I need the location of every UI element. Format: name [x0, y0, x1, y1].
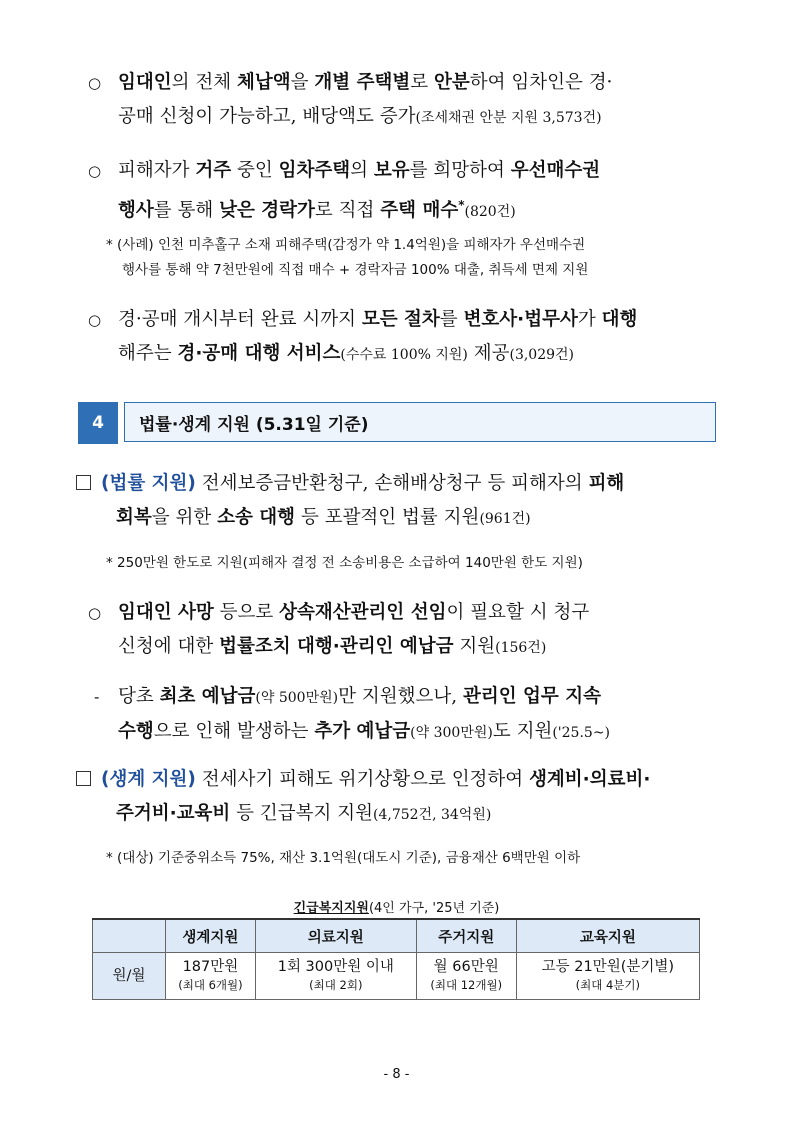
table-cell-sub: (최대 12개월): [430, 978, 503, 992]
emphasis-text: 낮은 경락가: [219, 200, 315, 222]
emphasis-text: *: [458, 198, 465, 212]
table-header-cell: 교육지원: [516, 919, 699, 953]
table-cell: [255, 953, 416, 1000]
count-note: (4,752건, 34억원): [373, 807, 492, 823]
emphasis-text: 소송 대행: [217, 507, 296, 528]
count-note: (3,029건): [509, 347, 575, 363]
text-run: 경·공매 개시부터 완료 시까지: [118, 309, 362, 330]
emphasis-text: 관리인 업무 지속: [462, 686, 601, 707]
text-run: 의 전체: [171, 72, 237, 93]
footnote-line: * 250만원 한도로 지원(피해자 결정 전 소송비용은 소급하여 140만원 한도 지원): [106, 555, 583, 571]
text-run: 등 긴급복지 지원: [230, 803, 374, 824]
table-cell-main: 187만원: [182, 959, 239, 975]
text-run: 로 직접: [314, 200, 381, 222]
footnote-eligibility: [106, 846, 580, 871]
bullet-circle: ○: [88, 311, 102, 329]
table-cell-sub: (최대 2회): [309, 978, 363, 992]
bullet-dash: -: [94, 688, 100, 706]
text-run: 등으로: [213, 602, 280, 623]
text-run: 등 포괄적인 법률 지원: [295, 507, 480, 528]
text-run: 도 지원: [492, 721, 553, 742]
text-run: 해주는: [118, 343, 178, 364]
table-caption-title: 긴급복지지원: [293, 901, 369, 916]
square-bullet-icon: [76, 475, 91, 490]
emphasis-text: 상속재산관리인 선임: [279, 602, 447, 623]
emphasis-text: 추가 예납금: [314, 721, 411, 742]
table-caption: [0, 897, 793, 916]
count-note: (약 300만원): [410, 725, 493, 741]
table-cell: [166, 953, 256, 1000]
paragraph-line: [118, 721, 610, 742]
count-note: (수수료 100% 지원): [340, 347, 468, 363]
table-cell-sub: (최대 4분기): [575, 978, 641, 992]
bullet-circle: ○: [88, 604, 102, 622]
text-run: 신청에 대한: [118, 636, 220, 657]
count-note: ('25.5~): [552, 725, 611, 741]
paragraph-line: [118, 686, 601, 707]
category-label: (법률 지원): [101, 473, 196, 494]
text-run: 를 통해: [153, 200, 220, 222]
emphasis-text: 피해: [588, 473, 625, 494]
emphasis-text: 변호사·법무사: [463, 309, 578, 330]
paragraph-tax-allocation: [88, 66, 612, 135]
emphasis-text: 수행: [118, 721, 154, 742]
paragraph-line: [101, 473, 624, 494]
text-run: 전세사기 피해도 위기상황으로 인정하여: [195, 769, 530, 790]
table-cell-main: 월 66만원: [433, 959, 499, 975]
section-title: 법률·생계 지원 (5.31일 기준): [124, 402, 716, 442]
table-cell: [516, 953, 699, 1000]
footnote-line: 행사를 통해 약 7천만원에 직접 매수 + 경락자금 100% 대출, 취득세 면제 지원: [122, 262, 589, 278]
page-number: - 8 -: [383, 1067, 410, 1082]
paragraph-line: [116, 803, 491, 824]
emphasis-text: 체납액: [237, 72, 291, 93]
paragraph-line: [118, 72, 612, 93]
text-run: 를: [439, 309, 464, 330]
footnote-line: * (대상) 기준중위소득 75%, 재산 3.1억원(대도시 기준), 금융재산 6백만원 이하: [106, 850, 581, 866]
emphasis-text: 최초 예납금: [159, 686, 256, 707]
text-run: 제공: [467, 343, 510, 364]
emphasis-text: 대행: [601, 309, 638, 330]
text-run: 피해자가: [118, 160, 196, 181]
table-header-cell: 생계지원: [166, 919, 256, 953]
emphasis-text: 생계비·의료비·: [529, 769, 651, 790]
text-run: 중인: [231, 160, 279, 181]
paragraph-auction-service: [88, 303, 637, 372]
text-run: 하여 임차인은 경·: [469, 72, 613, 93]
count-note: (156건): [495, 640, 547, 656]
paragraph-line: [118, 160, 600, 181]
footnote-line: * (사례) 인천 미추홀구 소재 피해주택(감정가 약 1.4억원)을 피해자가 우선매수권: [106, 237, 586, 253]
paragraph-legal-support: [76, 467, 624, 536]
table-cell-sub: (최대 6개월): [178, 978, 243, 992]
count-note: (약 500만원): [255, 690, 339, 706]
paragraph-line: [101, 769, 650, 790]
emphasis-text: 보유: [373, 160, 410, 181]
table-header-cell: 의료지원: [255, 919, 416, 953]
text-run: 전세보증금반환청구, 손해배상청구 등 피해자의: [195, 473, 589, 494]
bullet-circle: ○: [88, 162, 102, 180]
text-run: 을: [290, 72, 315, 93]
text-run: 가: [577, 309, 602, 330]
paragraph-priority-purchase: [88, 154, 600, 229]
emphasis-text: 경·공매 대행 서비스: [177, 343, 341, 364]
emphasis-text: 주택 매수: [380, 200, 459, 222]
emphasis-text: 주거비·교육비: [116, 803, 231, 824]
emphasis-text: 법률조치 대행·관리인 예납금: [219, 636, 454, 657]
bullet-circle: ○: [88, 74, 102, 92]
text-run: 을 위한: [151, 507, 218, 528]
category-label: (생계 지원): [101, 769, 196, 790]
paragraph-line: [118, 343, 574, 364]
text-run: 으로 인해 발생하는: [153, 721, 315, 742]
paragraph-line: [118, 200, 516, 221]
paragraph-line: [116, 507, 531, 528]
emphasis-text: 회복: [116, 507, 152, 528]
text-run: 의: [350, 160, 374, 181]
emphasis-text: 안분: [433, 72, 470, 93]
paragraph-livelihood-support: [76, 763, 650, 832]
emphasis-text: 임대인: [118, 72, 172, 93]
text-run: 당초: [118, 686, 160, 707]
table-corner-cell: [93, 919, 166, 953]
count-note: (961건): [479, 511, 531, 527]
section-header: [78, 402, 718, 444]
text-run: 이 필요할 시 청구: [446, 602, 590, 623]
text-run: 지원: [453, 636, 496, 657]
emphasis-text: 행사: [118, 200, 154, 222]
footnote-case-example: [106, 233, 588, 283]
emphasis-text: 임차주택: [278, 160, 351, 181]
emphasis-text: 모든 절차: [361, 309, 440, 330]
text-run: 만 지원했으나,: [338, 686, 463, 707]
count-note: (820건): [464, 204, 516, 221]
table-row: [93, 953, 700, 1000]
paragraph-line: [118, 602, 589, 623]
count-note: (조세채권 안분 지원 3,573건): [415, 110, 602, 126]
text-run: 공매 신청이 가능하고, 배당액도 증가: [118, 106, 416, 127]
paragraph-line: [118, 309, 637, 330]
table-header-cell: 주거지원: [416, 919, 516, 953]
emphasis-text: 개별 주택별: [314, 72, 411, 93]
footnote-legal-limit: [106, 551, 583, 576]
emphasis-text: 거주: [195, 160, 232, 181]
text-run: 를 희망하여: [409, 160, 511, 181]
table-cell-main: 1회 300만원 이내: [277, 959, 394, 975]
emergency-welfare-table: [92, 918, 700, 1000]
text-run: 로: [410, 72, 434, 93]
paragraph-additional-deposit: [94, 680, 610, 750]
square-bullet-icon: [76, 771, 91, 786]
table-row-label: 원/월: [93, 953, 166, 1000]
paragraph-line: [118, 636, 546, 657]
table-cell-main: 고등 21만원(분기별): [541, 959, 675, 975]
section-number: 4: [78, 402, 118, 444]
emphasis-text: 우선매수권: [510, 160, 601, 181]
emphasis-text: 임대인 사망: [118, 602, 214, 623]
table-cell: [416, 953, 516, 1000]
paragraph-heir-administrator: [88, 596, 589, 665]
table-caption-note: (4인 가구, '25년 기준): [368, 901, 500, 916]
paragraph-line: [118, 106, 602, 127]
